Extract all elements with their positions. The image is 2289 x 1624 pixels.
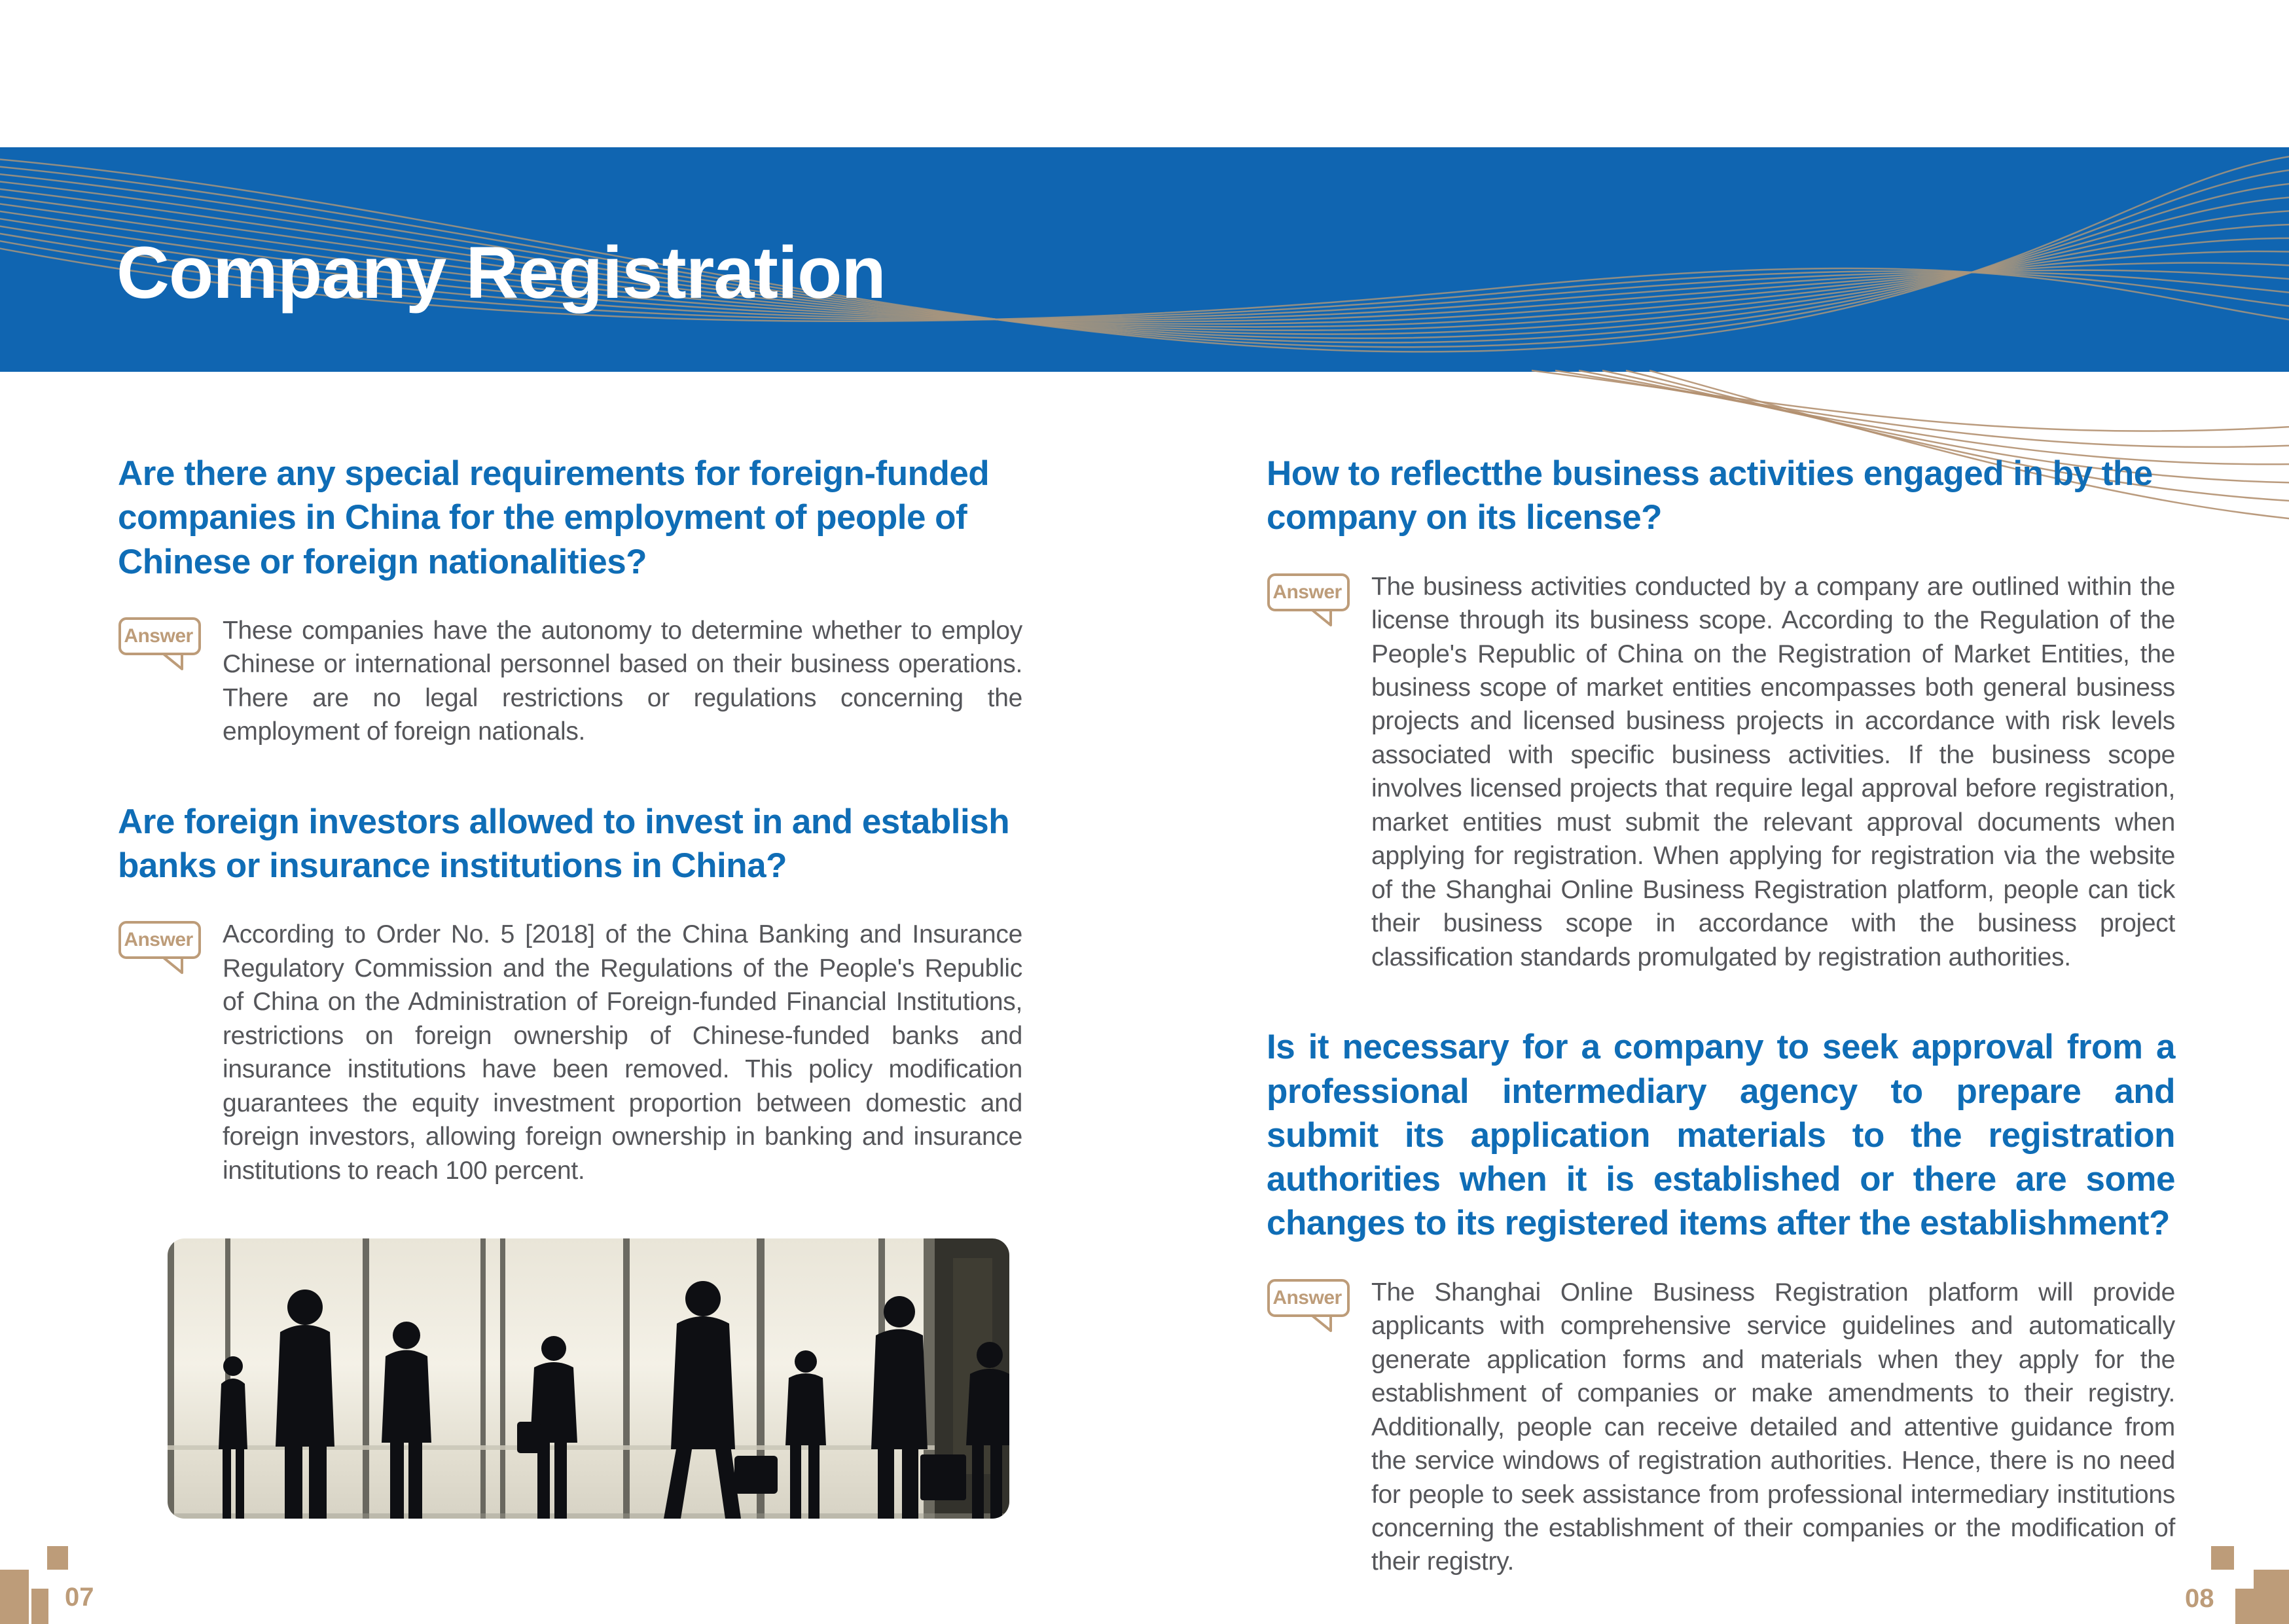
corner-square-decoration [2211, 1546, 2234, 1570]
corner-square-decoration [47, 1546, 68, 1570]
right-column [1267, 452, 2175, 1624]
qa-block [1267, 452, 2175, 974]
qa-block [118, 800, 1022, 1187]
corner-square-decoration [0, 1570, 29, 1624]
question-heading: Are foreign investors allowed to invest in and establish banks or insurance institutions in China? [118, 802, 1010, 886]
page-number-right: 08 [2185, 1584, 2214, 1613]
answer-row [1267, 1276, 2175, 1579]
question-heading: Are there any special requirements for foreign-funded companies in China for the employment of people of Chinese or foreign nationalities? [118, 454, 990, 581]
answer-row [118, 918, 1022, 1187]
corner-square-decoration [2235, 1589, 2254, 1624]
question-heading: Is it necessary for a company to seek approval from a professional intermediary agency to prepare and submit its application materials to the registration authorities when it is established or there are some changes to its registered items after the establishment? [1267, 1028, 2175, 1243]
answer-badge [1267, 1278, 1350, 1335]
corner-square-decoration [2254, 1570, 2289, 1624]
corner-square-decoration [31, 1589, 48, 1624]
answer-label: Answer [1272, 581, 1342, 603]
answer-badge [118, 920, 202, 977]
answer-row [118, 614, 1022, 749]
answer-badge [1267, 573, 1350, 629]
left-column [118, 452, 1022, 1519]
page-title: Company Registration [117, 232, 886, 314]
qa-block [118, 452, 1022, 749]
answer-text: The business activities conducted by a company are outlined within the license through its business scope. According to the Regulation of the People's Republic of China on the Registration of Market Entities, the business scope of market entities encompasses both general business projects and licensed business projects in accordance with risk levels associated with specific business activities. If the business scope involves licensed projects that require legal approval before registration, market entities must submit the relevant approval documents when applying for registration. When applying for registration via the website of the Shanghai Online Business Registration platform, people can tick their business scope in accordance with the business project classification standards promulgated by registration authorities. [1371, 572, 2175, 971]
answer-text: The Shanghai Online Business Registration platform will provide applicants with comprehensive service guidelines and automatically generate application forms and materials when they apply for the establishment of companies or make amendments to their registry. Additionally, people can receive detailed and attentive guidance from the service windows of registration authorities. Hence, there is no need for people to seek assistance from professional intermediary institutions concerning the establishment of their companies or the modification of their registry. [1371, 1278, 2175, 1576]
answer-label: Answer [124, 624, 193, 647]
answer-label: Answer [124, 929, 193, 951]
silhouette-illustration [168, 1238, 1009, 1519]
answer-label: Answer [1272, 1286, 1342, 1308]
question-heading: How to reflectthe business activities engaged in by the company on its license? [1267, 454, 2153, 537]
answer-text: According to Order No. 5 [2018] of the China Banking and Insurance Regulatory Commission and the Regulations of the People's Republic of China on the Administration of Foreign-funded Financial Institutions, restrictions on foreign ownership of Chinese-funded banks and insurance institutions have been removed. This policy modification guarantees the equity investment proportion between domestic and foreign investors, allowing foreign ownership in banking and insurance institutions to reach 100 percent. [223, 920, 1022, 1185]
business-people-silhouette-photo [168, 1238, 1009, 1519]
answer-row [1267, 570, 2175, 975]
answer-badge [118, 617, 202, 673]
qa-block [1267, 1025, 2175, 1579]
answer-text: These companies have the autonomy to determine whether to employ Chinese or international personnel based on their business operations. There are no legal restrictions or regulations concerning the employment of foreign nationals. [223, 616, 1022, 746]
page-number-left: 07 [65, 1583, 94, 1612]
